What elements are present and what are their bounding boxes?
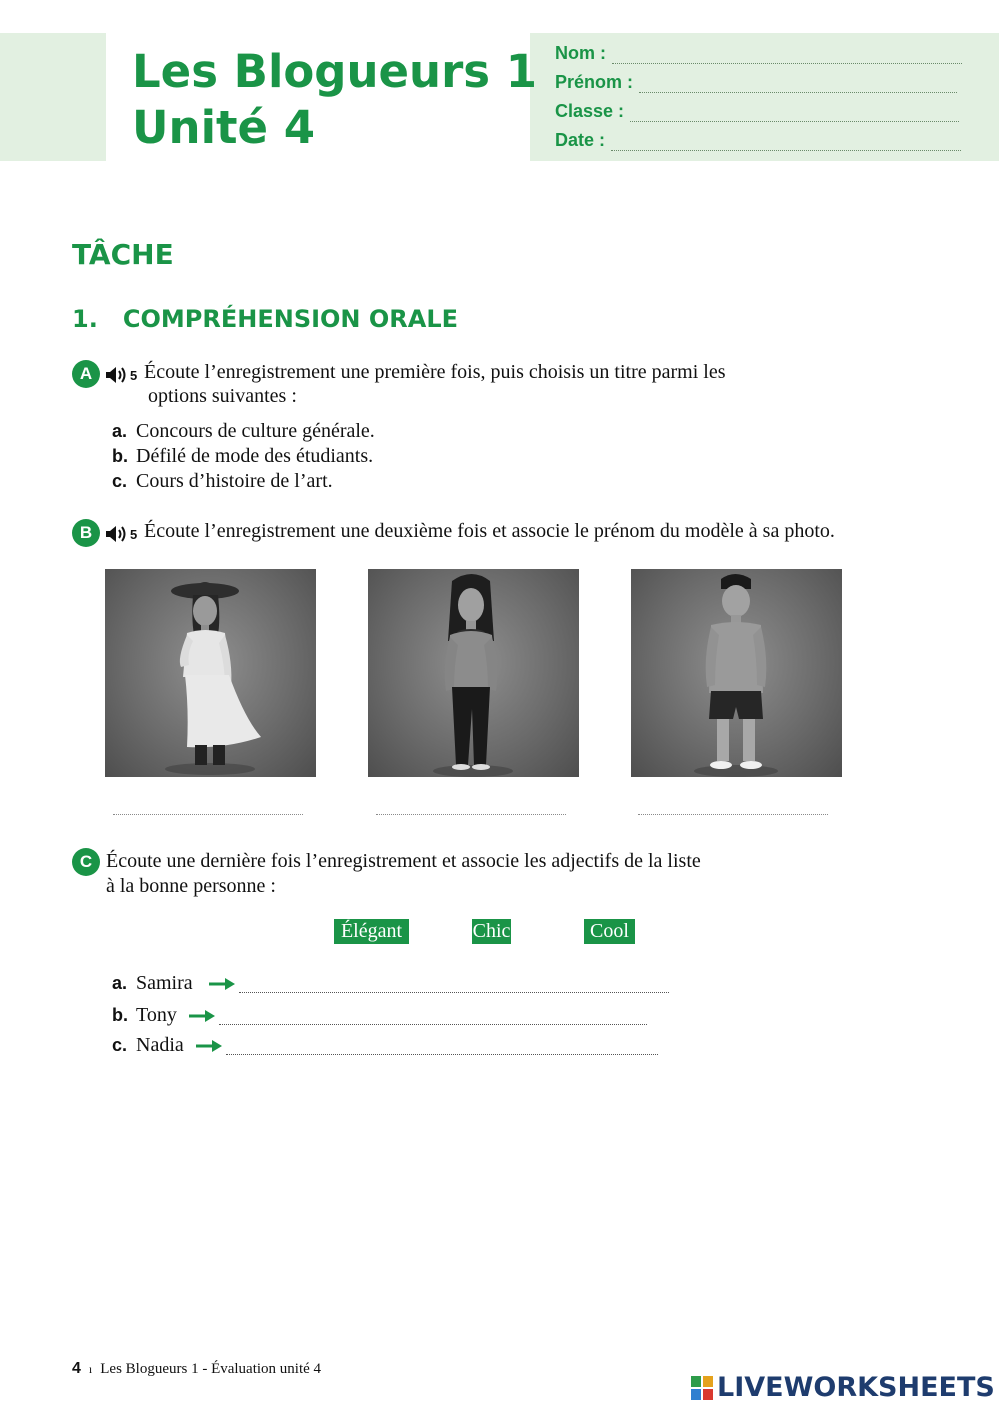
model-photo-3 <box>631 569 842 777</box>
date-field[interactable] <box>555 127 961 151</box>
exercise-c-instruction-line-2: à la bonne personne : <box>106 875 276 897</box>
worksheet-title <box>132 44 537 156</box>
photo-3-name-input[interactable] <box>638 814 828 815</box>
option-text: Défilé de mode des étudiants. <box>136 445 374 467</box>
model-photo-1 <box>105 569 316 777</box>
match-row-samira <box>112 971 669 996</box>
nadia-adjective-input[interactable] <box>226 1037 658 1055</box>
exercise-a-instruction-line-1: Écoute l’enregistrement une première fois, puis choisis un titre parmi les <box>144 361 726 383</box>
first-name-input-line[interactable] <box>639 77 957 93</box>
exercise-a-badge: A <box>72 360 100 388</box>
title-line-2: Unité 4 <box>132 101 316 154</box>
liveworksheets-logo-icon <box>690 1375 714 1401</box>
match-row-tony <box>112 1003 647 1028</box>
exercise-c-instruction-line-1: Écoute une dernière fois l’enregistrement et associe les adjectifs de la liste <box>106 850 701 872</box>
name-label: Nom : <box>555 43 606 63</box>
first-name-field[interactable] <box>555 69 957 93</box>
person-name: Samira <box>136 972 193 994</box>
audio-track-a[interactable] <box>104 364 137 386</box>
liveworksheets-logo[interactable] <box>690 1372 995 1403</box>
arrow-right-icon <box>207 977 237 991</box>
date-input-line[interactable] <box>611 135 961 151</box>
adjective-chic-chip[interactable]: Chic <box>472 920 511 942</box>
footer-text: Les Blogueurs 1 - Évaluation unité 4 <box>100 1361 322 1377</box>
woman-with-hat-illustration <box>105 569 316 777</box>
exercise-b-badge: B <box>72 519 100 547</box>
speaker-icon <box>104 523 130 545</box>
class-field[interactable] <box>555 98 959 122</box>
exercise-c-badge: C <box>72 848 100 876</box>
speaker-icon <box>104 364 130 386</box>
person-name: Nadia <box>136 1034 184 1056</box>
man-with-shorts-illustration <box>631 569 842 777</box>
class-input-line[interactable] <box>630 106 959 122</box>
track-number-a: 5 <box>130 367 138 383</box>
arrow-right-icon <box>194 1039 224 1053</box>
row-letter: b. <box>112 1005 128 1025</box>
name-field[interactable] <box>555 40 962 64</box>
class-label: Classe : <box>555 101 625 121</box>
option-text: Cours d’histoire de l’art. <box>136 470 333 492</box>
exercise-b-instruction: Écoute l’enregistrement une deuxième fois et associe le prénom du modèle à sa photo. <box>144 520 835 542</box>
model-photo-2 <box>368 569 579 777</box>
photo-1-name-input[interactable] <box>113 814 303 815</box>
person-name: Tony <box>136 1004 177 1026</box>
photo-2-name-input[interactable] <box>376 814 566 815</box>
exercise-a-instruction-line-2: options suivantes : <box>148 385 297 407</box>
listening-comprehension-heading: 1. COMPRÉHENSION ORALE <box>72 305 459 333</box>
option-text: Concours de culture générale. <box>136 420 375 442</box>
date-label: Date : <box>555 130 606 150</box>
option-letter: a. <box>112 421 128 441</box>
row-letter: c. <box>112 1035 128 1055</box>
header-left-band <box>0 33 106 161</box>
arrow-right-icon <box>187 1009 217 1023</box>
row-letter: a. <box>112 973 128 993</box>
adjective-elegant-chip[interactable]: Élégant <box>334 919 409 944</box>
footer-separator: ı <box>88 1362 93 1376</box>
task-heading: TÂCHE <box>72 238 174 271</box>
option-c <box>112 469 333 494</box>
samira-adjective-input[interactable] <box>239 975 669 993</box>
woman-with-sweater-illustration <box>368 569 579 777</box>
option-letter: b. <box>112 446 128 466</box>
name-input-line[interactable] <box>612 48 962 64</box>
title-line-1: Les Blogueurs 1 <box>132 45 538 98</box>
option-b <box>112 444 373 469</box>
logo-text: LIVEWORKSHEETS <box>717 1372 995 1403</box>
tony-adjective-input[interactable] <box>219 1007 647 1025</box>
first-name-label: Prénom : <box>555 72 634 92</box>
match-row-nadia <box>112 1033 658 1058</box>
page-number: 4 <box>72 1360 81 1377</box>
option-a <box>112 419 375 444</box>
option-letter: c. <box>112 471 128 491</box>
track-number-b: 5 <box>130 526 138 542</box>
page-footer <box>72 1360 321 1378</box>
audio-track-b[interactable] <box>104 523 137 545</box>
adjective-cool-chip[interactable]: Cool <box>584 919 635 944</box>
